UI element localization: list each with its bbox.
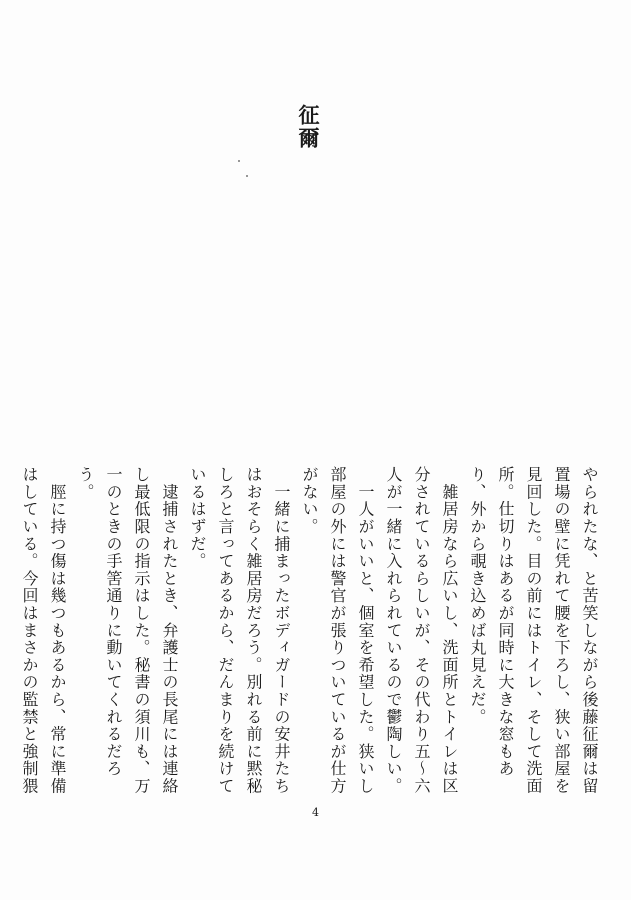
paragraph: 一緒に捕まったボディガードの安井たちはおそらく雑居房だろう。別れる前に黙秘しろと言ってあるから、だんまりを続けているはずだ。 [188, 466, 291, 795]
paragraph: 雑居房なら広いし、洗面所とトイレは区分されているらしいが、その代わり五〜六人が一緒に入れられているので鬱陶しい。 [384, 466, 459, 795]
scan-speck [246, 175, 248, 177]
page-number: 4 [312, 806, 319, 819]
paragraph: 逮捕されたとき、弁護士の長尾には連絡し最低限の指示はした。秘書の須川も、万一のときの手筈通りに動いてくれるだろう。 [76, 466, 179, 795]
paragraph: 一人がいいと、個室を希望した。狭いし部屋の外には警官が張りついているが仕方がない。 [300, 466, 375, 795]
scan-speck [238, 160, 240, 162]
body-text [15, 466, 603, 796]
paragraph: やられたな、と苦笑しながら後藤征爾は留置場の壁に凭れて腰を下ろし、狭い部屋を見回した。目の前にはトイレ、そして洗面所。仕切りはあるが同時に大きな窓もあり、外から覗き込めば丸見えだ。 [468, 466, 599, 795]
paragraph: 脛に持つ傷は幾つもあるから、常に準備はしている。今回はまさかの監禁と強制猥 [20, 466, 67, 795]
chapter-title: 征爾 [296, 104, 321, 150]
